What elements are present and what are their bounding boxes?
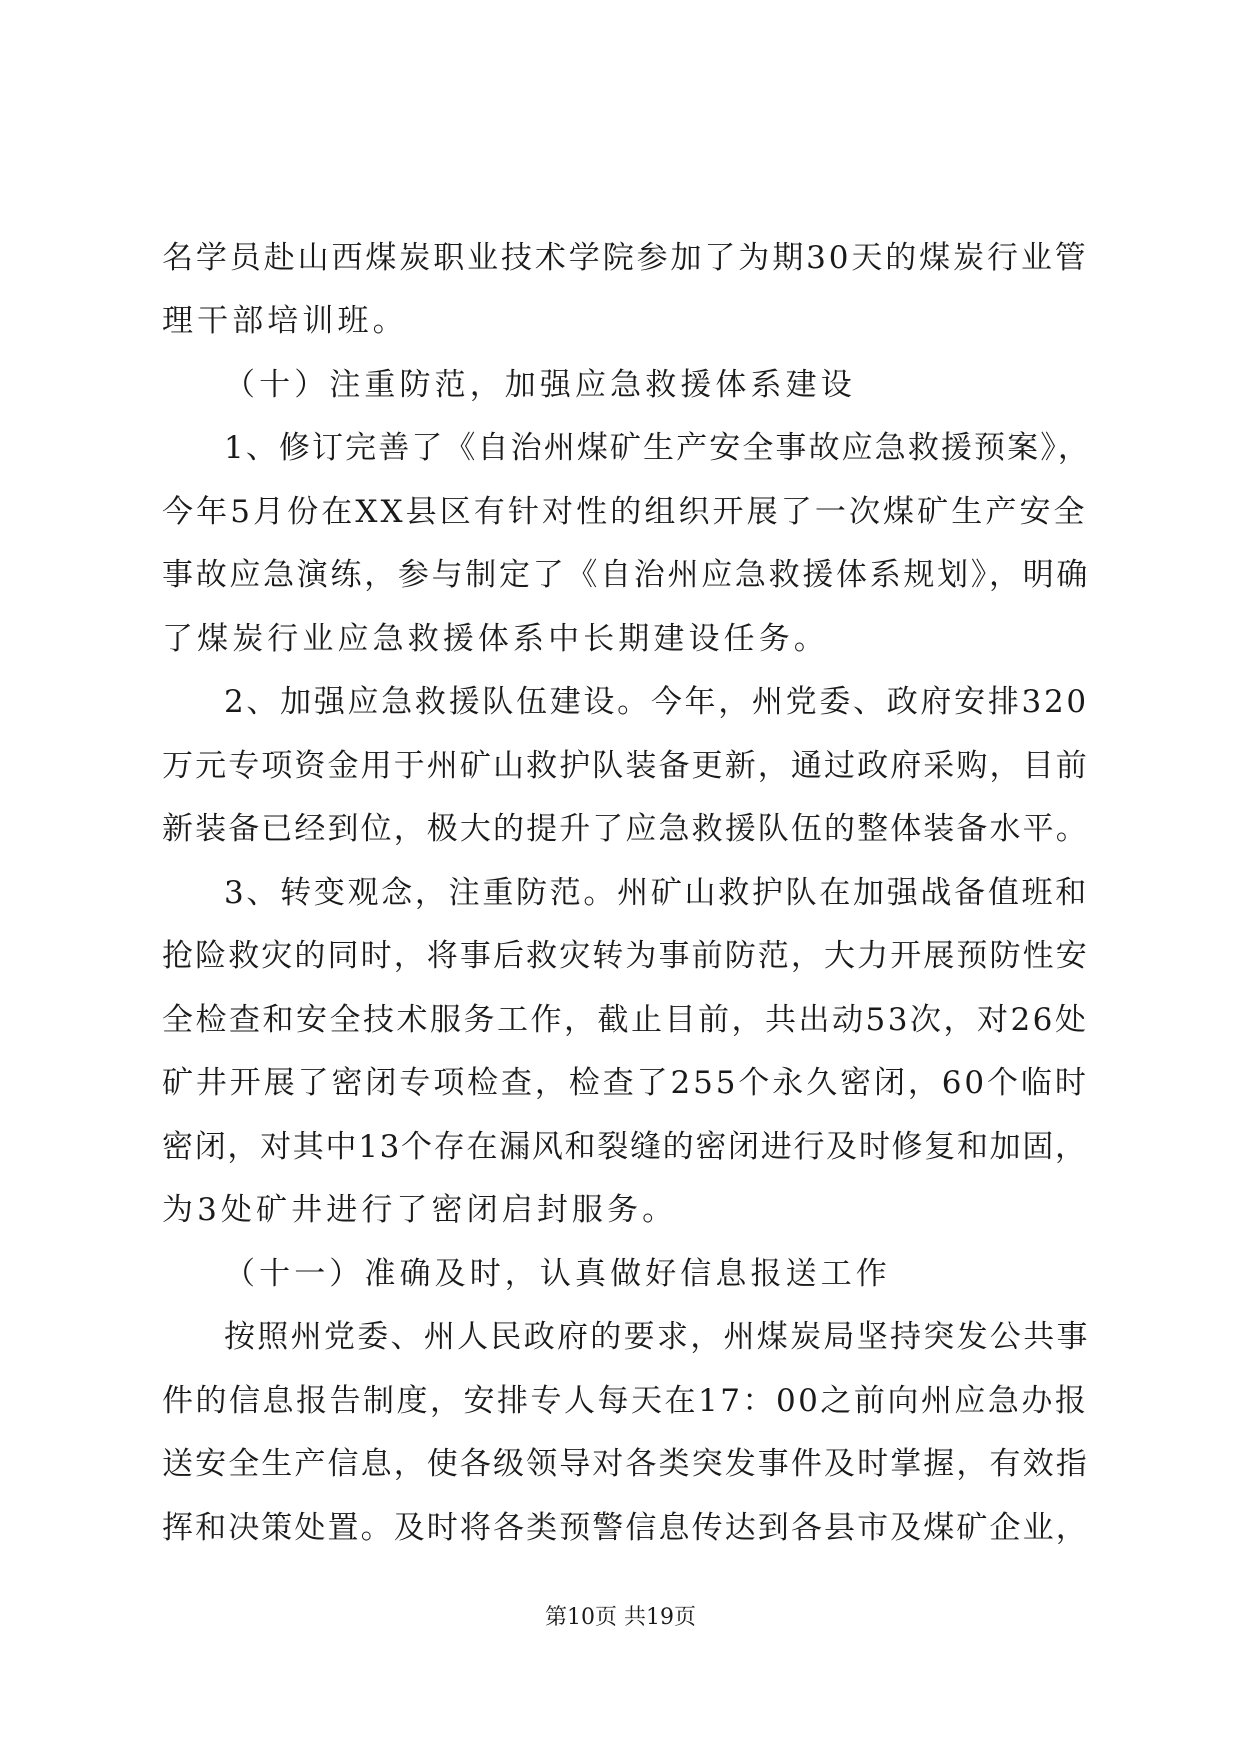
text-line: 万元专项资金用于州矿山救护队装备更新，通过政府采购，目前 bbox=[162, 748, 1089, 784]
section-heading: （十）注重防范，加强应急救援体系建设 bbox=[224, 367, 856, 403]
text-line: 矿井开展了密闭专项检查，检查了255个永久密闭，60个临时 bbox=[162, 1065, 1089, 1101]
section-heading: （十一）准确及时，认真做好信息报送工作 bbox=[224, 1256, 891, 1292]
text-line: 事故应急演练，参与制定了《自治州应急救援体系规划》，明确 bbox=[162, 557, 1091, 593]
text-line: 理干部培训班。 bbox=[162, 303, 408, 339]
text-line: 为3处矿井进行了密闭启封服务。 bbox=[162, 1192, 678, 1228]
text-line: 2、加强应急救援队伍建设。今年，州党委、政府安排320 bbox=[224, 684, 1089, 720]
page-number-footer: 第10页 共19页 bbox=[545, 1605, 696, 1630]
text-line: 抢险救灾的同时，将事后救灾转为事前防范，大力开展预防性安 bbox=[162, 938, 1089, 974]
text-line: 新装备已经到位，极大的提升了应急救援队伍的整体装备水平。 bbox=[162, 811, 1089, 847]
text-line: 1、修订完善了《自治州煤矿生产安全事故应急救援预案》， bbox=[224, 430, 1091, 466]
text-line: 按照州党委、州人民政府的要求，州煤炭局坚持突发公共事 bbox=[224, 1319, 1090, 1355]
text-line: 全检查和安全技术服务工作，截止目前，共出动53次，对26处 bbox=[162, 1002, 1089, 1038]
text-line: 件的信息报告制度，安排专人每天在17：00之前向州应急办报 bbox=[162, 1383, 1089, 1419]
text-line: 3、转变观念，注重防范。州矿山救护队在加强战备值班和 bbox=[224, 875, 1089, 911]
text-line: 了煤炭行业应急救援体系中长期建设任务。 bbox=[162, 621, 829, 657]
text-line: 挥和决策处置。及时将各类预警信息传达到各县市及煤矿企业， bbox=[162, 1510, 1089, 1546]
text-line: 送安全生产信息，使各级领导对各类突发事件及时掌握，有效指 bbox=[162, 1446, 1089, 1482]
text-line: 今年5月份在XX县区有针对性的组织开展了一次煤矿生产安全 bbox=[162, 494, 1088, 530]
text-line: 密闭，对其中13个存在漏风和裂缝的密闭进行及时修复和加固， bbox=[162, 1129, 1088, 1165]
text-line: 名学员赴山西煤炭职业技术学院参加了为期30天的煤炭行业管 bbox=[162, 240, 1089, 276]
